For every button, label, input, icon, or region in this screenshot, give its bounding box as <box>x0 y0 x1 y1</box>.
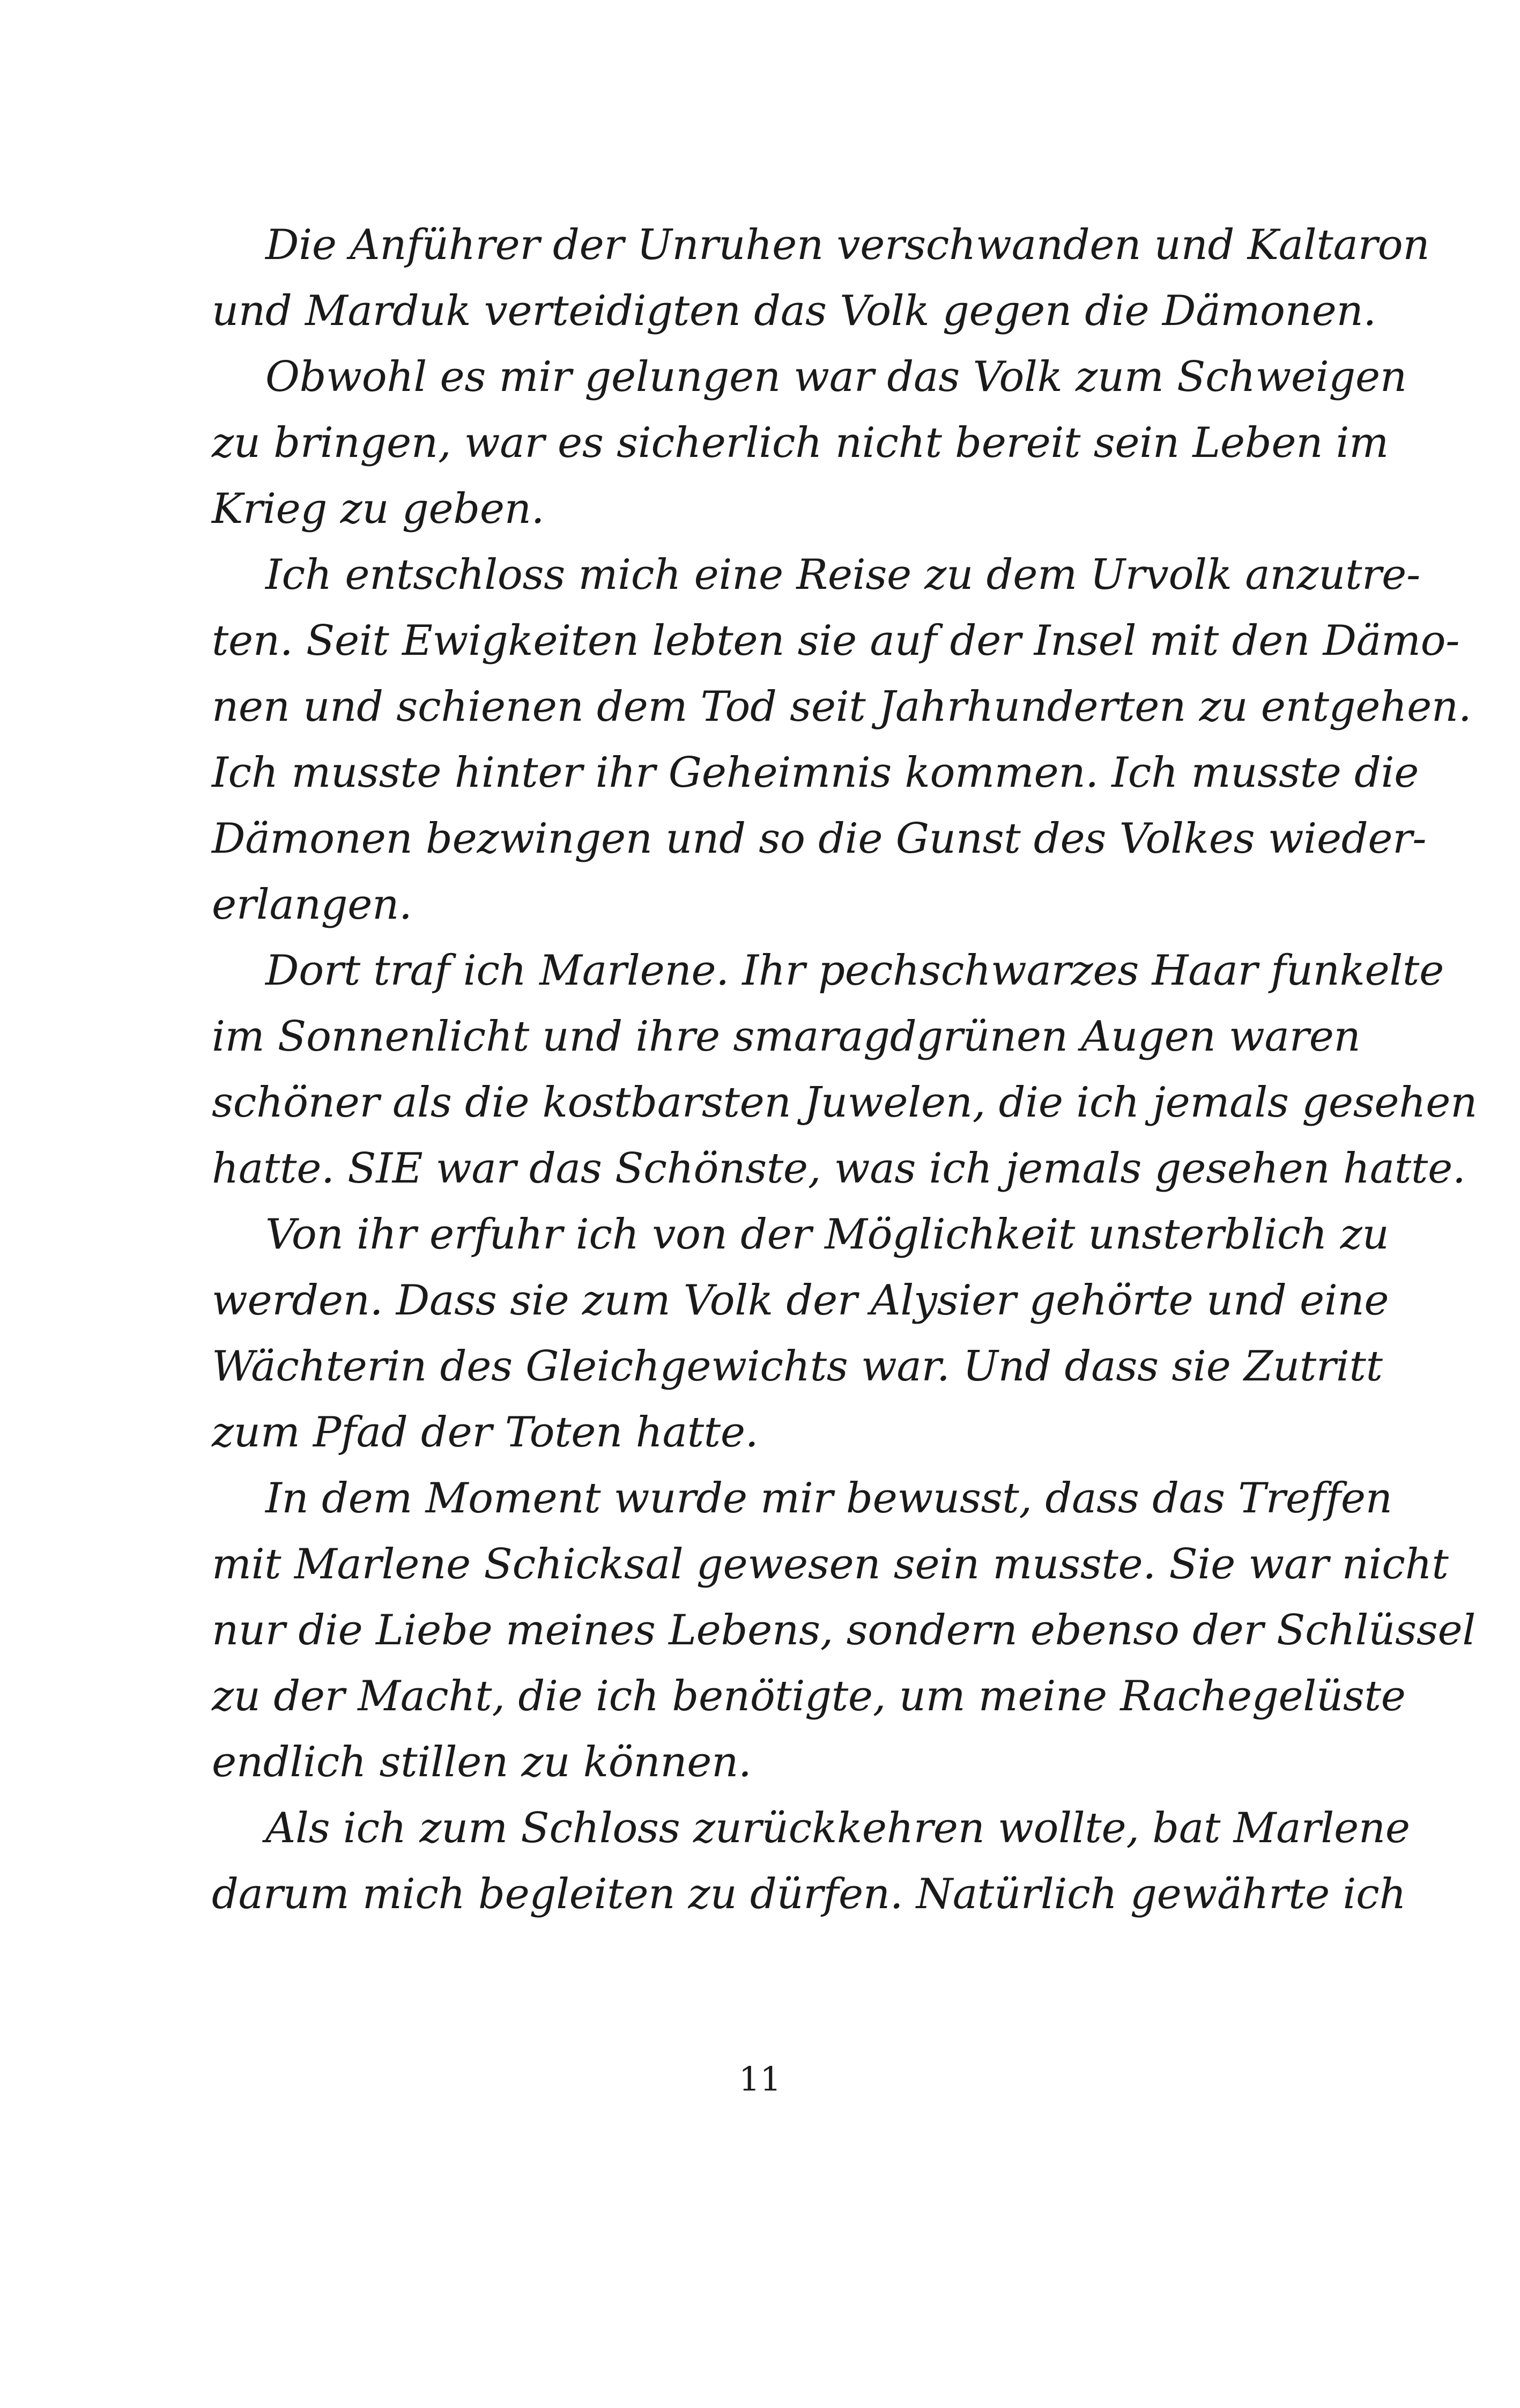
text-line: hatte. SIE war das Schönste, was ich jemals gesehen hatte. <box>212 1144 1466 1193</box>
text-line: und Marduk verteidigten das Volk gegen die Dämonen. <box>212 287 1376 335</box>
text-line: Dämonen bezwingen und so die Gunst des Volkes wieder- <box>212 815 1427 863</box>
text-line: nur die Liebe meines Lebens, sondern ebenso der Schlüssel <box>212 1606 1476 1654</box>
text-line: erlangen. <box>212 881 412 929</box>
text-line: schöner als die kostbarsten Juwelen, die ich jemals gesehen <box>212 1079 1478 1127</box>
text-line: zum Pfad der Toten hatte. <box>212 1408 759 1457</box>
text-line: werden. Dass sie zum Volk der Alysier gehörte und eine <box>212 1276 1389 1325</box>
text-line: im Sonnenlicht und ihre smaragdgrünen Augen waren <box>212 1013 1361 1061</box>
text-line: Ich entschloss mich eine Reise zu dem Urvolk anzutre- <box>265 551 1421 599</box>
text-line: Obwohl es mir gelungen war das Volk zum Schweigen <box>265 353 1407 401</box>
text-line: Ich musste hinter ihr Geheimnis kommen. Ich musste die <box>212 749 1419 797</box>
text-line: Von ihr erfuhr ich von der Möglichkeit unsterblich zu <box>265 1210 1389 1259</box>
text-line: Als ich zum Schloss zurückkehren wollte, bat Marlene <box>265 1804 1410 1852</box>
text-line: zu der Macht, die ich benötigte, um meine Rachegelüste <box>212 1672 1406 1720</box>
text-line: In dem Moment wurde mir bewusst, dass das Treffen <box>265 1474 1392 1523</box>
text-line: darum mich begleiten zu dürfen. Natürlich gewährte ich <box>212 1870 1406 1918</box>
text-line: mit Marlene Schicksal gewesen sein musste. Sie war nicht <box>212 1540 1449 1589</box>
text-line: ten. Seit Ewigkeiten lebten sie auf der Insel mit den Dämo- <box>212 617 1460 665</box>
text-line: nen und schienen dem Tod seit Jahrhunderten zu entgehen. <box>212 683 1472 731</box>
text-line: zu bringen, war es sicherlich nicht bereit sein Leben im <box>212 419 1389 467</box>
body-text <box>212 212 1478 1927</box>
text-line: Wächterin des Gleichgewichts war. Und dass sie Zutritt <box>212 1342 1383 1391</box>
text-line: endlich stillen zu können. <box>212 1738 752 1786</box>
page-number: 11 <box>739 2059 781 2099</box>
text-line: Dort traf ich Marlene. Ihr pechschwarzes Haar funkelte <box>265 947 1444 995</box>
text-line: Krieg zu geben. <box>212 485 545 533</box>
text-line: Die Anführer der Unruhen verschwanden und Kaltaron <box>265 221 1430 269</box>
